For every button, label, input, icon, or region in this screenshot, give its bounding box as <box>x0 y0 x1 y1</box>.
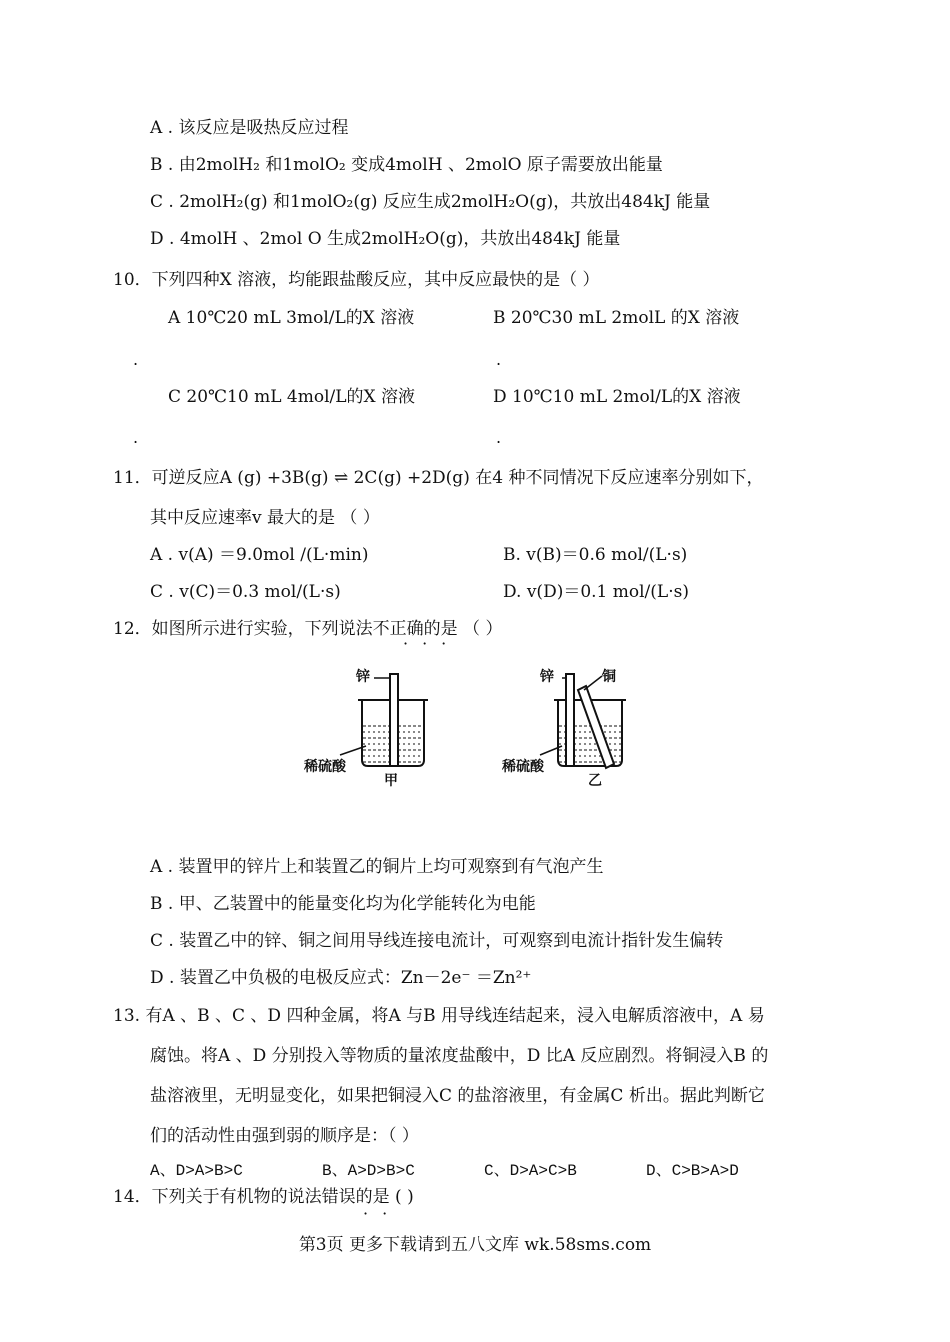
q10-option-d: D 10℃10 mL 2mol/L的X 溶液 <box>493 387 741 407</box>
label-copper-yi: 铜 <box>602 669 616 685</box>
q11-stem-line2: 其中反应速率v 最大的是 （ ） <box>150 508 380 528</box>
q14-stem: 14．下列关于有机物的说法错误的是 ( ) <box>113 1187 414 1207</box>
label-zinc-jia: 锌 <box>356 669 370 685</box>
q12-option-b: B . 甲、乙装置中的能量变化均为化学能转化为电能 <box>150 894 536 914</box>
q11-option-d: D. v(D)＝0.1 mol/(L·s) <box>503 582 689 602</box>
q12-option-d: D . 装置乙中负极的电极反应式：Zn－2e⁻ ＝Zn²⁺ <box>150 968 532 988</box>
q12-option-a: A . 装置甲的锌片上和装置乙的铜片上均可观察到有气泡产生 <box>150 857 604 877</box>
q13-option-d: D、C>B>A>D <box>646 1162 739 1180</box>
q9-option-c: C . 2molH₂(g) 和1molO₂(g) 反应生成2molH₂O(g)，共放出484kJ 能量 <box>150 192 711 212</box>
q13-stem-line3: 盐溶液里，无明显变化，如果把铜浸入C 的盐溶液里，有金属C 析出。据此判断它 <box>150 1086 765 1106</box>
bullet-dot: . <box>133 350 139 369</box>
bullet-dot: . <box>496 428 502 447</box>
q11-option-b: B. v(B)＝0.6 mol/(L·s) <box>503 545 688 565</box>
q13-option-b: B、A>D>B>C <box>322 1162 415 1180</box>
emphasis-dots: ··· <box>403 634 461 653</box>
beaker-yi <box>540 674 626 768</box>
label-acid-yi: 稀硫酸 <box>502 759 544 775</box>
q13-stem-line4: 们的活动性由强到弱的顺序是：（ ） <box>150 1126 419 1146</box>
q9-option-a: A . 该反应是吸热反应过程 <box>150 118 349 138</box>
q11-stem-line1: 11．可逆反应A (g) +3B(g) ⇌ 2C(g) +2D(g) 在4 种不同情况下反应速率分别如下， <box>113 468 764 488</box>
q9-option-b: B . 由2molH₂ 和1molO₂ 变成4molH 、2molO 原子需要放出能量 <box>150 155 663 175</box>
q13-stem-line2: 腐蚀。将A 、D 分别投入等物质的量浓度盐酸中，D 比A 反应剧烈。将铜浸入B 的 <box>150 1046 769 1066</box>
q10-option-b: B 20℃30 mL 2molL 的X 溶液 <box>493 308 740 328</box>
beaker-jia <box>340 674 428 766</box>
q10-option-a: A 10℃20 mL 3mol/L的X 溶液 <box>168 308 415 328</box>
bullet-dot: . <box>133 428 139 447</box>
q11-option-a: A . v(A) ＝9.0mol /(L·min) <box>150 545 369 565</box>
zinc-strip <box>566 674 574 766</box>
label-acid-jia: 稀硫酸 <box>304 759 346 775</box>
zinc-strip <box>390 674 398 766</box>
label-jia: 甲 <box>384 773 398 789</box>
q9-option-d: D . 4molH 、2mol O 生成2molH₂O(g)，共放出484kJ 能量 <box>150 229 621 249</box>
q13-option-a: A、D>A>B>C <box>150 1162 243 1180</box>
q12-option-c: C . 装置乙中的锌、铜之间用导线连接电流计，可观察到电流计指针发生偏转 <box>150 931 724 951</box>
q12-stem: 12．如图所示进行实验，下列说法不正确的是 （ ） <box>113 619 503 639</box>
q13-stem-line1: 13. 有A 、B 、C 、D 四种金属，将A 与B 用导线连结起来，浸入电解质溶液中，A 易 <box>113 1006 765 1026</box>
page-footer: 第3页 更多下载请到五八文库 wk.58sms.com <box>298 1235 652 1255</box>
label-zinc-yi: 锌 <box>540 669 554 685</box>
emphasis-dots: ·· <box>363 1204 402 1223</box>
q10-stem: 10．下列四种X 溶液，均能跟盐酸反应，其中反应最快的是（ ） <box>113 270 600 290</box>
bullet-dot: . <box>496 350 502 369</box>
q11-option-c: C . v(C)＝0.3 mol/(L·s) <box>150 582 341 602</box>
q10-option-c: C 20℃10 mL 4mol/L的X 溶液 <box>168 387 416 407</box>
label-yi: 乙 <box>588 773 602 789</box>
q13-option-c: C、D>A>C>B <box>484 1162 577 1180</box>
